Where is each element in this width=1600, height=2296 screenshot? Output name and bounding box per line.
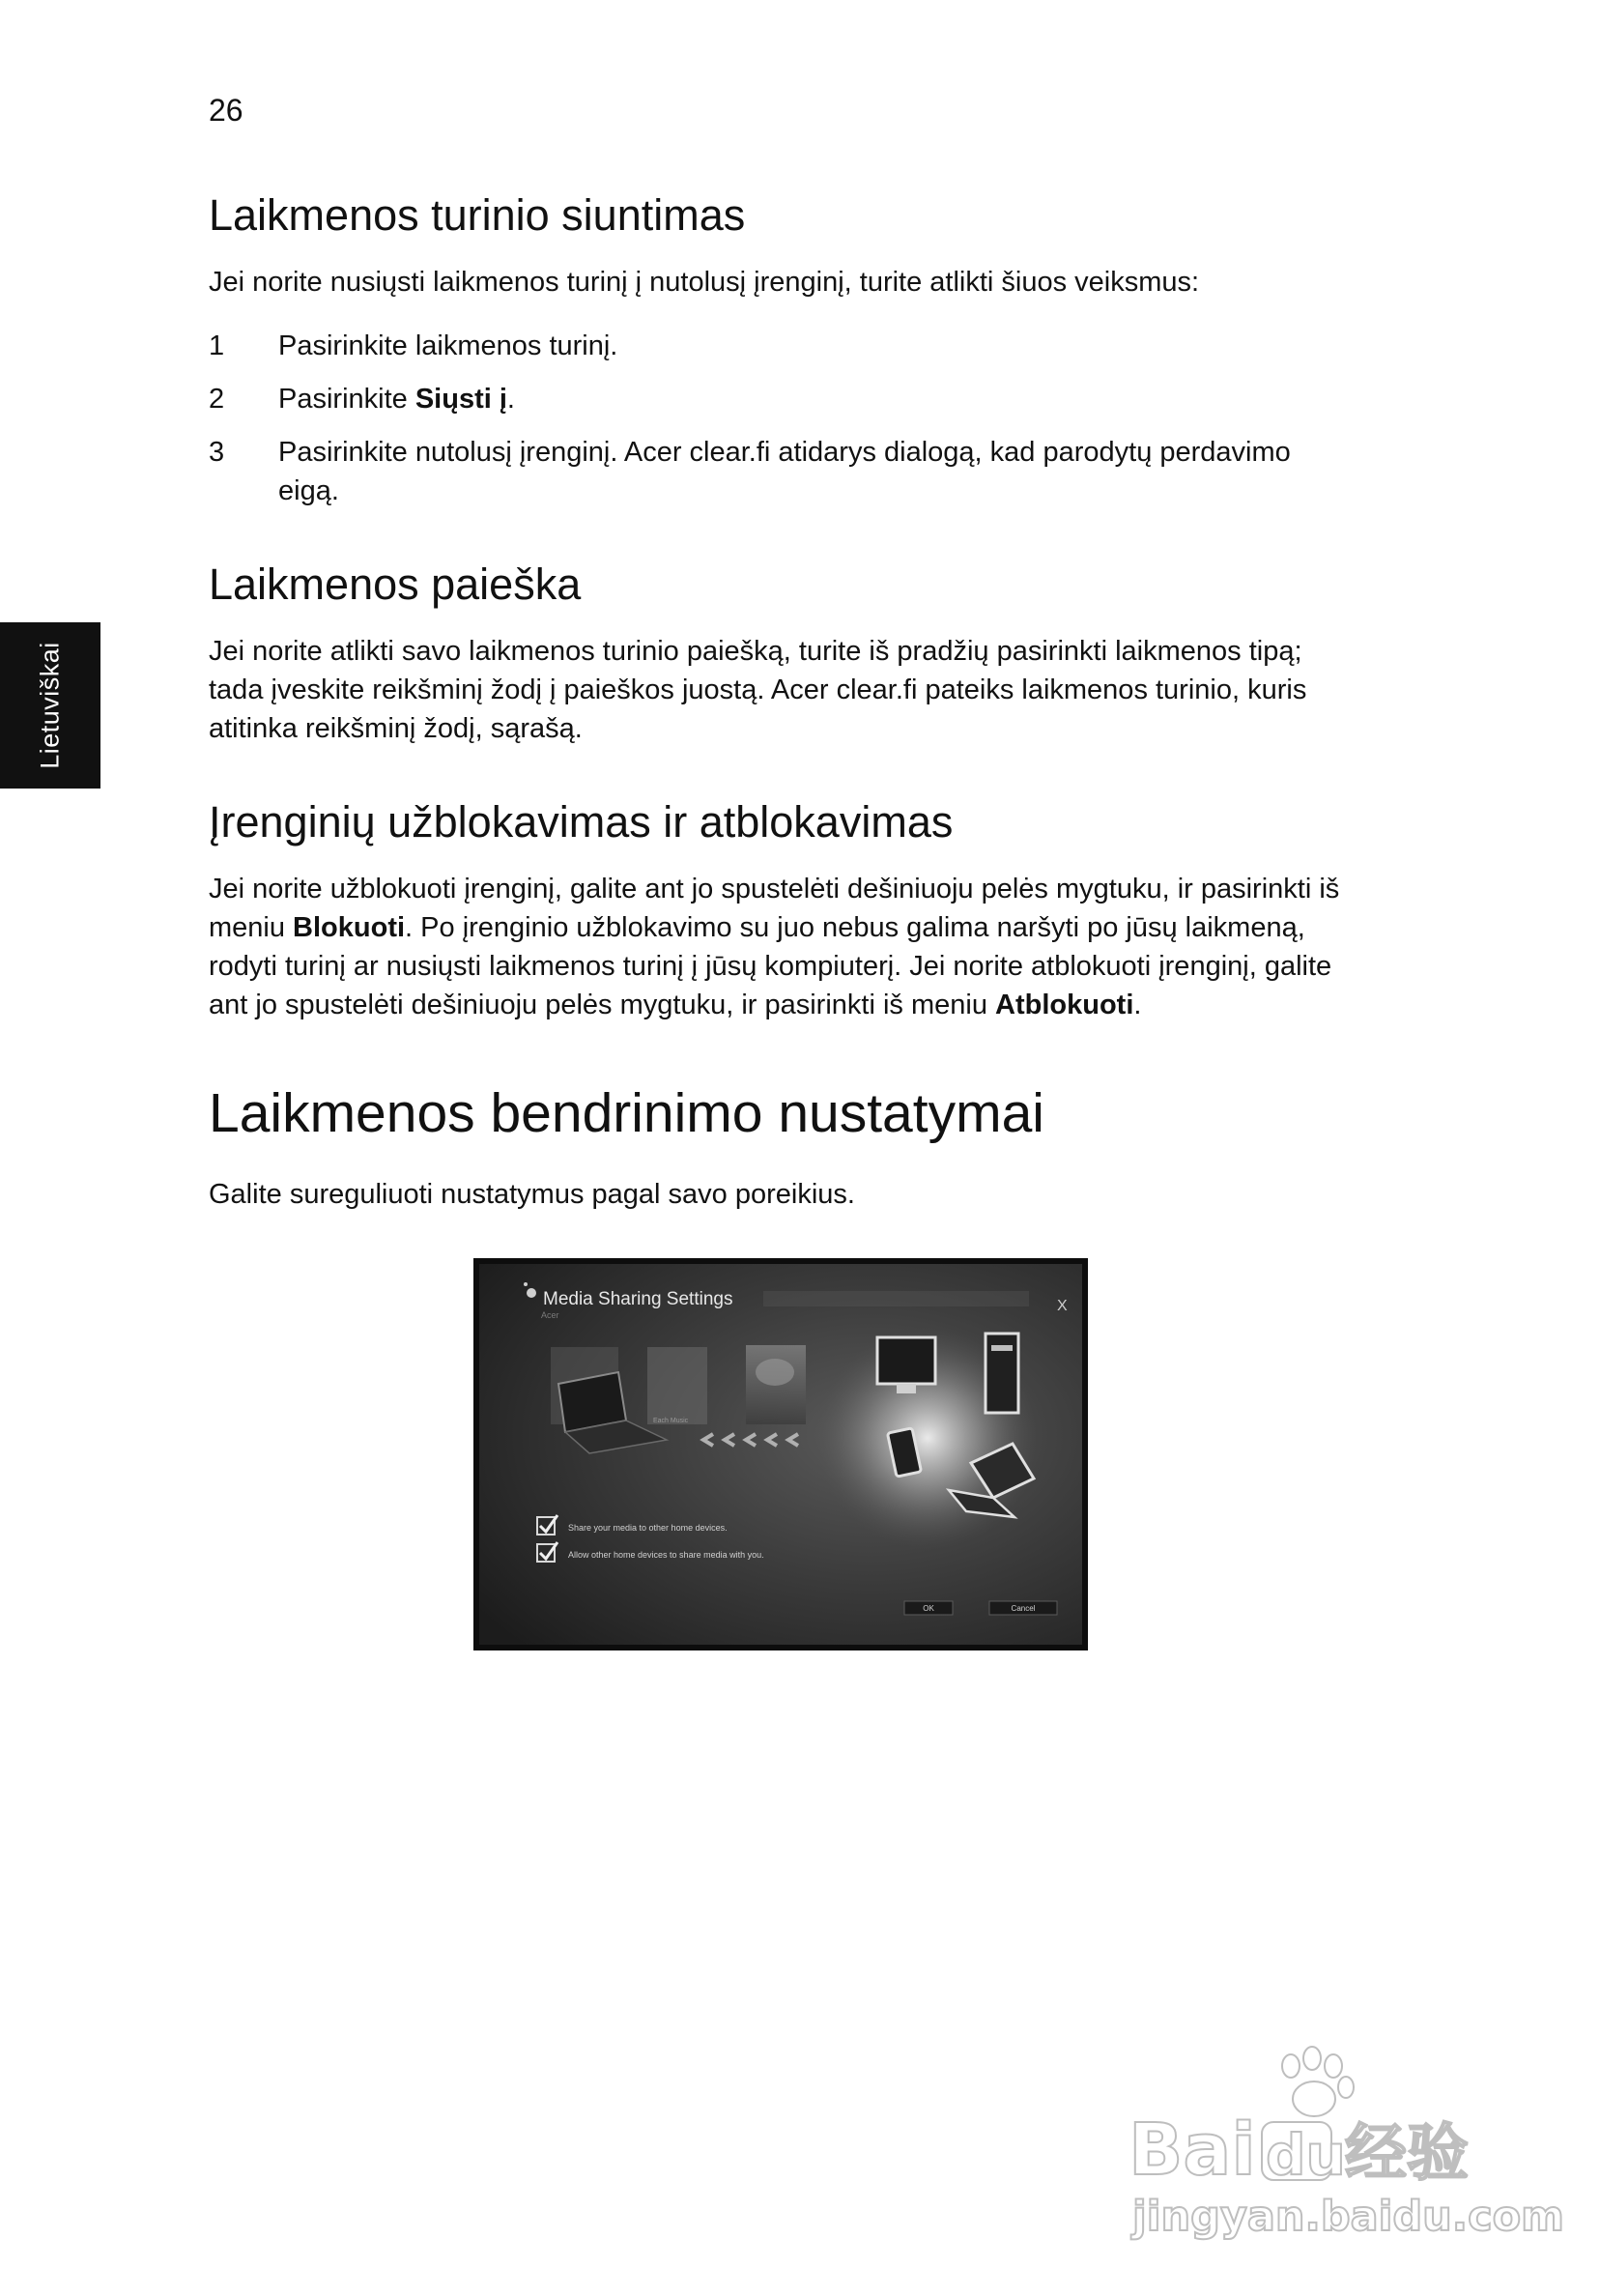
app-logo-icon <box>527 1288 536 1298</box>
dialog-subtitle: Acer <box>541 1310 559 1320</box>
step-number: 1 <box>209 330 225 361</box>
bold-menu-unblock: Atblokuoti <box>995 990 1134 1020</box>
watermark-cn: 经验 <box>1345 2118 1469 2190</box>
step-bold-menu: Siųsti į <box>414 384 507 415</box>
step-text: Pasirinkite laikmenos turinį. <box>278 330 618 361</box>
section-intro: Jei norite nusiųsti laikmenos turinį į nutolusį įrenginį, turite atlikti šiuos veiksmus: <box>209 267 1200 298</box>
section-title: Įrenginių užblokavimas ir atblokavimas <box>209 797 954 847</box>
media-tile-disc-icon <box>756 1359 794 1386</box>
section-body: Galite sureguliuoti nustatymus pagal savo poreikius. <box>209 1179 855 1211</box>
paw-icon <box>1282 2047 1354 2116</box>
media-sharing-dialog-screenshot <box>473 1258 1088 1650</box>
media-tile <box>647 1347 707 1424</box>
bold-menu-block: Blokuoti <box>293 912 406 943</box>
step-item <box>209 327 1358 365</box>
dialog-title: Media Sharing Settings <box>543 1289 733 1309</box>
step-text-end: . <box>506 384 515 415</box>
cancel-button[interactable] <box>989 1601 1057 1615</box>
step-text: Pasirinkite <box>278 384 415 415</box>
body-text: Jei norite užblokuoti įrenginį, galite ant jo spustelėti dešiniuoju pelės mygtuku, ir pasirinkti iš meniu <box>209 874 1340 943</box>
step-text: Pasirinkite nutolusį įrenginį. Acer clear.fi atidarys dialogą, kad parodytų perdavimo eigą. <box>278 437 1291 506</box>
step-item <box>209 433 1358 510</box>
share-media-checkbox-label: Share your media to other home devices. <box>568 1523 728 1533</box>
section-sending <box>209 189 1358 510</box>
page-number: 26 <box>209 93 243 128</box>
body-text: . Po įrenginio užblokavimo su juo nebus galima naršyti po jūsų laikmeną, rodyti turinį ar nusiųsti laikmenos turinį į jūsų kompiuterį. Jei norite atblokuoti įrenginį, galite ant jo spustelėti dešiniuoju pelės mygtuku, ir pasirinkti iš meniu <box>209 912 1332 1020</box>
section-body <box>209 870 1358 1024</box>
media-tile-label: Each Music <box>653 1418 689 1424</box>
page-content <box>209 189 1358 1262</box>
close-icon[interactable]: X <box>1057 1298 1068 1314</box>
desktop-tower-icon <box>986 1334 1018 1413</box>
allow-sharing-checkbox[interactable] <box>537 1542 557 1562</box>
watermark-brand-du: du <box>1266 2122 1346 2188</box>
ok-button[interactable] <box>904 1601 953 1615</box>
section-body: Jei norite atlikti savo laikmenos turinio paiešką, turite iš pradžių pasirinkti laikmenos tipą; tada įveskite reikšminį žodį į paieškos juostą. Acer clear.fi pateiks laikmenos turinio, kuris atitinka reikšminį žodį, sąrašą. <box>209 636 1307 744</box>
body-text: . <box>1133 990 1142 1020</box>
share-media-checkbox[interactable] <box>537 1515 557 1535</box>
ok-button-label: OK <box>923 1604 934 1613</box>
chapter-title: Laikmenos bendrinimo nustatymai <box>209 1082 1044 1144</box>
step-number: 3 <box>209 437 225 468</box>
app-logo-dot-icon <box>524 1282 528 1286</box>
watermark-brand: Bai <box>1129 2109 1256 2192</box>
monitor-icon <box>877 1337 935 1393</box>
language-side-tab <box>0 622 100 789</box>
section-search <box>209 559 1358 748</box>
section-settings <box>209 1080 1358 1214</box>
steps-list <box>209 327 1358 510</box>
step-number: 2 <box>209 384 225 415</box>
language-label: Lietuviškai <box>35 642 65 769</box>
section-title: Laikmenos paieška <box>209 560 582 609</box>
step-item <box>209 380 1358 418</box>
cancel-button-label: Cancel <box>1011 1604 1036 1613</box>
baidu-watermark <box>1121 2039 1564 2242</box>
section-blocking <box>209 796 1358 1024</box>
dialog-title-bar-line <box>763 1291 1029 1306</box>
watermark-url: jingyan.baidu.com <box>1132 2193 1564 2241</box>
allow-sharing-checkbox-label: Allow other home devices to share media with you. <box>568 1550 764 1560</box>
section-title: Laikmenos turinio siuntimas <box>209 190 746 240</box>
